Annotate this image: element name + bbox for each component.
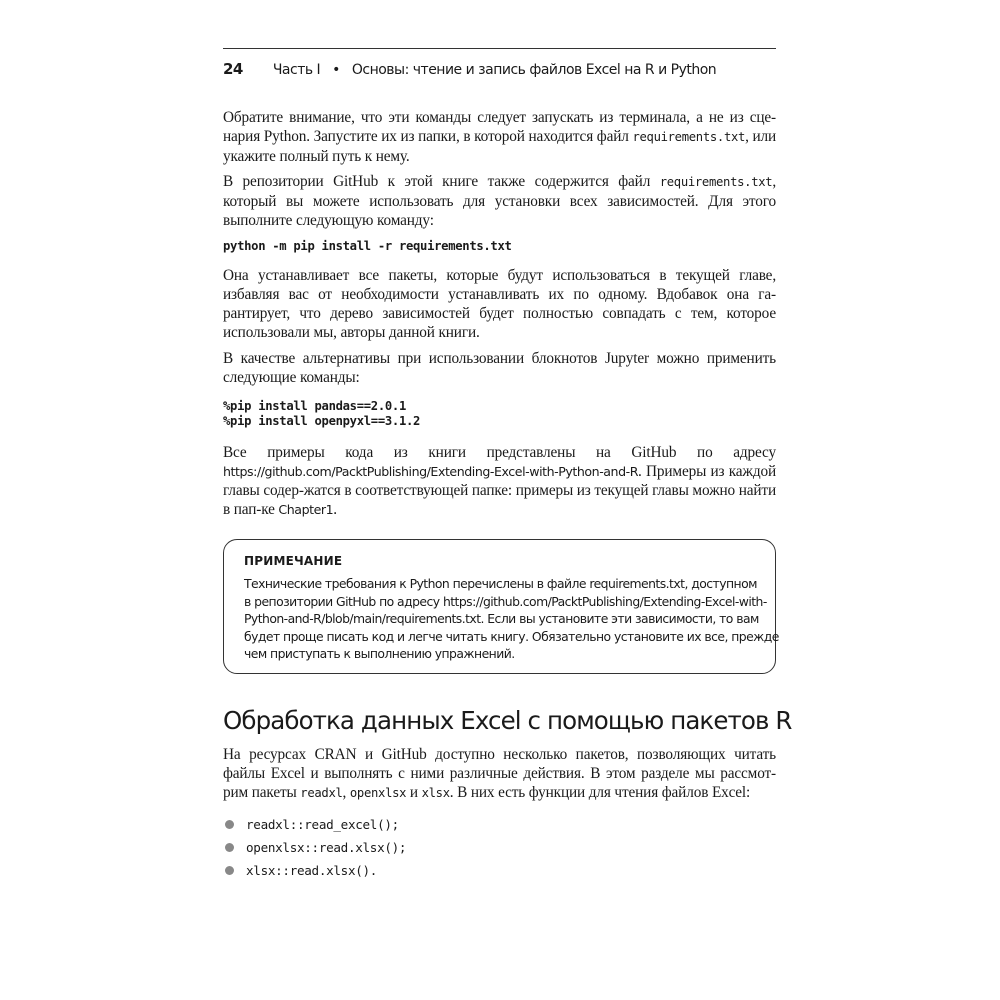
- section-heading: Обработка данных Excel с помощью пакетов R: [223, 706, 792, 735]
- paragraph-text: .: [333, 501, 337, 518]
- paragraph-text: ,: [342, 784, 350, 801]
- bullet-icon: [225, 866, 234, 875]
- inline-code-package: xlsx: [421, 786, 450, 800]
- paragraph-text: На ресурсах CRAN и GitHub доступно несколько пакетов, позволяющих читать файлы Excel и выполнять с ними различные действия. В этом разделе мы рассмот-рим пакеты: [223, 746, 776, 801]
- inline-code-package: readxl: [300, 786, 343, 800]
- running-header: [223, 48, 776, 84]
- paragraph-text: Все примеры кода из книги представлены на GitHub по адресу: [223, 444, 776, 461]
- paragraph-text: . Примеры из каждой главы содер-жатся в соответствующей папке: примеры из текущей главы можно найти в пап-ке: [223, 463, 776, 518]
- paragraph-text: , который вы можете использовать для установки всех зависимостей. Для этого выполните следующую команду:: [223, 173, 776, 229]
- list-item-code: xlsx::read.xlsx().: [246, 863, 378, 878]
- code-block-jupyter: [223, 399, 776, 429]
- chapter-title: Основы: чтение и запись файлов Excel на R и Python: [351, 62, 717, 78]
- bullet-icon: [225, 843, 234, 852]
- part-label: Часть I: [272, 62, 321, 78]
- paragraph-repo-file: [223, 172, 776, 230]
- list-item-code: openxlsx::read.xlsx();: [246, 840, 407, 855]
- page-content: [223, 48, 776, 84]
- note-title: ПРИМЕЧАНИЕ: [244, 554, 343, 568]
- inline-code-filename: requirements.txt: [659, 175, 773, 189]
- note-line: Python-and-R/blob/main/requirements.txt. Если вы установите эти зависимости, то вам: [244, 611, 759, 626]
- note-line: Технические требования к Python перечислены в файле requirements.txt, доступном: [244, 576, 757, 591]
- bullet-icon: [225, 820, 234, 829]
- inline-code-filename: requirements.txt: [632, 130, 746, 144]
- note-box: [223, 539, 779, 674]
- paragraph-r-packages: [223, 745, 776, 803]
- folder-name: Chapter1: [278, 502, 334, 517]
- note-line: в репозитории GitHub по адресу https://github.com/PacktPublishing/Extending-Excel-with-: [244, 593, 767, 609]
- paragraph-terminal-note: [223, 108, 776, 166]
- paragraph-text: Обратите внимание, что эти команды следует запускать из терминала, а не из сце-нария Python. Запустите их из папки, в которой находится файл: [223, 109, 776, 145]
- paragraph-text: В репозитории GitHub к этой книге также содержится файл: [223, 173, 660, 190]
- paragraph-text: и: [406, 784, 422, 801]
- code-line: %pip install openpyxl==3.1.2: [223, 414, 421, 428]
- list-item: [223, 813, 776, 836]
- header-bullet: •: [332, 62, 340, 78]
- github-link[interactable]: https://github.com/PacktPublishing/Extending-Excel-with-Python-and-R: [223, 464, 639, 479]
- paragraph-text: . В них есть функции для чтения файлов Excel:: [449, 784, 751, 801]
- inline-code-package: openxlsx: [349, 786, 407, 800]
- page-number: 24: [223, 60, 243, 78]
- paragraph-jupyter: В качестве альтернативы при использовании блокнотов Jupyter можно применить следующие команды:: [223, 350, 776, 386]
- note-line: чем приступать к выполнению упражнений.: [244, 646, 515, 661]
- list-item: [223, 859, 776, 882]
- paragraph-text: , или укажите полный путь к нему.: [223, 128, 777, 165]
- function-list: [223, 813, 776, 882]
- paragraph-github-examples: [223, 443, 776, 519]
- list-item-code: readxl::read_excel();: [246, 817, 399, 832]
- paragraph-packages: Она устанавливает все пакеты, которые будут использоваться в текущей главе, избавляя вас от необходимости устанавливать их по одному. Вдобавок она га-рантирует, что дерево зависимостей будет полностью совпадать с тем, которое использовали мы, авторы данной книги.: [223, 267, 776, 341]
- note-line: будет проще писать код и легче читать книгу. Обязательно установите их все, прежде: [244, 628, 779, 644]
- code-line: %pip install pandas==2.0.1: [223, 399, 406, 413]
- code-block-pip-install: python -m pip install -r requirements.txt: [223, 239, 512, 253]
- list-item: [223, 836, 776, 859]
